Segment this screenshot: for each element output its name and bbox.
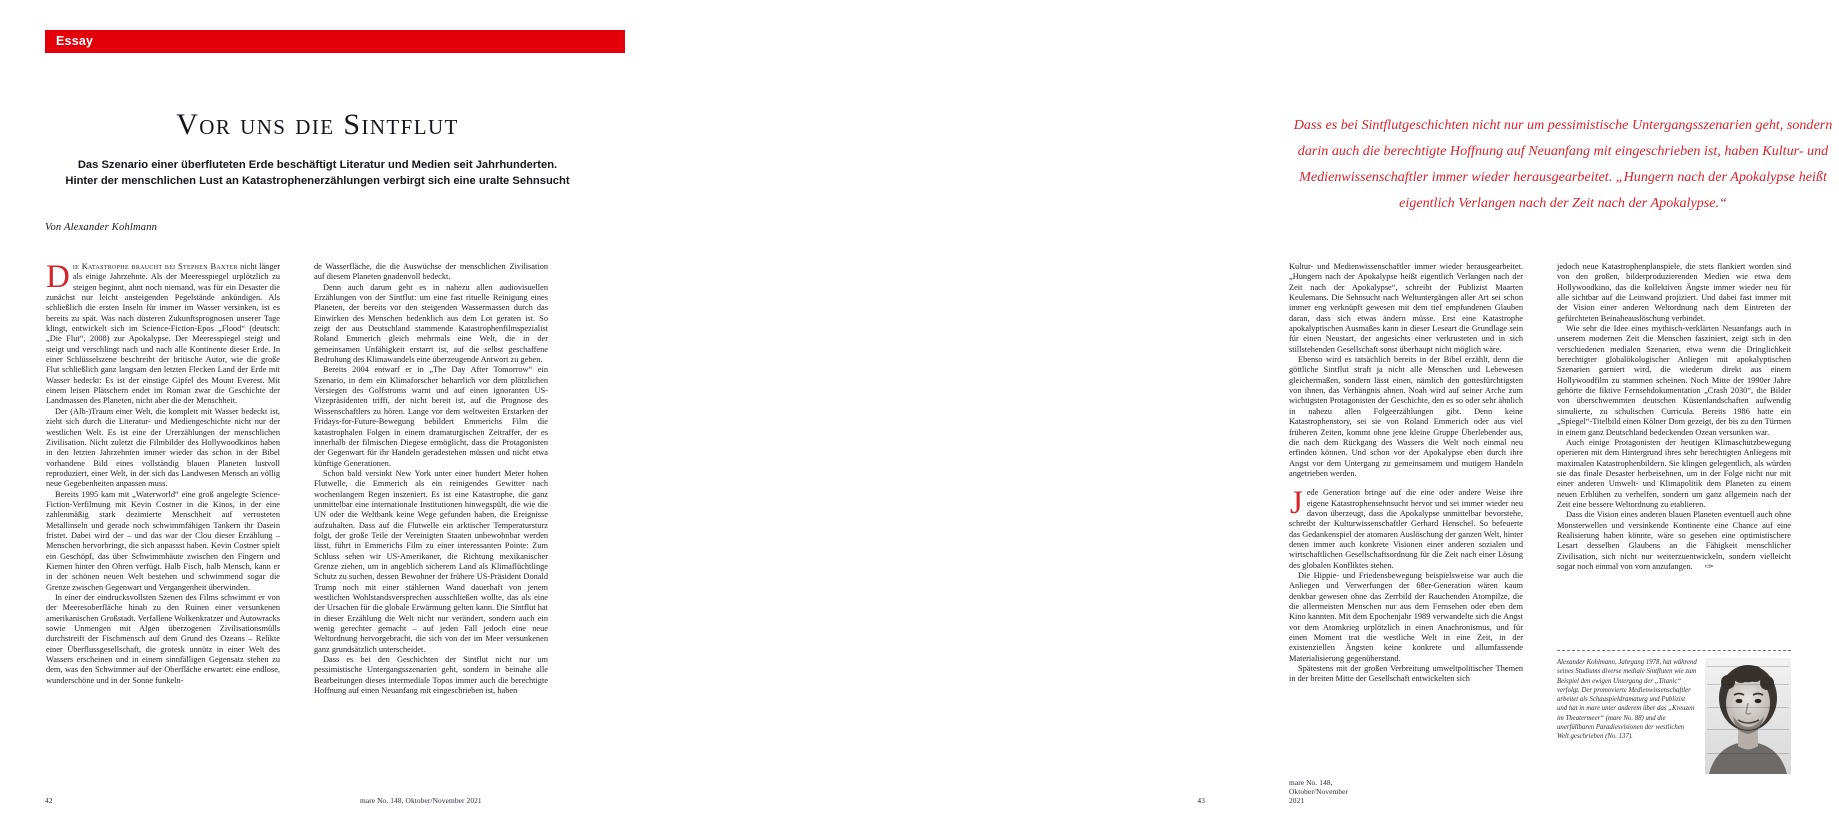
text-column-3 — [1289, 262, 1523, 685]
issue-credit-right: mare No. 148, Oktober/November 2021 — [1289, 778, 1349, 805]
issue-credit-left: mare No. 148, Oktober/November 2021 — [360, 796, 482, 805]
paragraph: Dass es bei den Geschichten der Sintflut nicht nur um pessimistische Untergangsszenarien geht, sondern in beinahe alle Bearbeitungen dieses intermediale Topos immer auch die berechtigte Hoffnung auf einen Neuanfang mit eingeschrieben ist, haben — [314, 655, 548, 696]
folio-right: 43 — [1197, 796, 1205, 805]
page-title: Vor uns die Sintflut — [176, 108, 459, 141]
text-column-4 — [1557, 262, 1791, 572]
paragraph-text: Dass die Vision eines anderen blauen Planeten eventuell auch ohne Monsterwellen und versinkende Kontinente eine Chance auf eine Realisierung haben könnte, wäre so gesehen eine optimistischere Lesart desselben Glaubens an die Fähigkeit menschlicher Zivilisation, sich nicht nur weiterzuentwickeln, sondern vielleicht sogar noch einmal von vorn anzufangen. — [1557, 510, 1791, 571]
paragraph: Denn auch darum geht es in nahezu allen audiovisuellen Erzählungen von der Sintflut: um eine fast rituelle Reinigung eines Planeten, der bereits vor den steigenden Wassermassen durch das Einwirken des Menschen bedenklich aus dem Lot geraten ist. So zeigt der aus Deutschland stammende Katastrophenfilmspezialist Roland Emmerich gleich mehrmals eine Welt, die in der gemeinsamen Unfähigkeit erstarrt ist, auf die selbst geschaffene Bedrohung des Klimawandels eine überzeugende Antwort zu geben. — [314, 282, 548, 365]
paragraph: jedoch neue Katastrophenplanspiele, die stets flankiert worden sind von den großen, bilderproduzierenden Medien wie etwa dem Hollywoodkino, das die kollektiven Ängste immer wieder neu für alle sichtbar auf die Leinwand projiziert. Und dabei fast immer mit der Vision einer anderen Weltordnung nach dem Eintreten der gefürchteten Beinaheauslöschung verbindet. — [1557, 262, 1791, 323]
paragraph: In einer der eindrucksvollsten Szenen des Films schwimmt er von der Meeresoberfläche hinab zu den Ruinen einer versunkenen amerikanischen Großstadt. Verfallene Wolkenkratzer und Autowracks sowie Unmengen mit Algen überzogenen Zivilisationsmülls durchstreift der Fischmensch auf dem Grund des Ozeans – Relikte einer Überflussgesellschaft, die grotesk unnütz in einer Welt des Wassers erscheinen und in einem sinnfälligen Gegensatz stehen zu dem, was den Schwimmer auf der Oberfläche erwartet: eine endlose, wunderschöne und in der Sonne funkeln- — [46, 593, 280, 685]
byline: Von Alexander Kohlmann — [45, 222, 158, 233]
paragraph: Der (Alb-)Traum einer Welt, die komplett mit Wasser bedeckt ist, zieht sich durch die Literatur- und Mediengeschichte nicht nur der westlichen Welt. Es ist eine der Urerzählungen der menschlichen Zivilisation. Nicht zuletzt die Filmbilder des Hollywoodkinos haben in den letzten Jahrzehnten immer wieder das schon in der Bibel vorhandene Bild eines vollständig blauen Planeten lustvoll reproduziert, einer Welt, in der sich das Landwesen Mensch an völlig neue Gegebenheiten anpassen muss. — [46, 406, 280, 489]
paragraph: Bereits 1995 kam mit „Waterworld“ eine groß angelegte Science-Fiction-Verfilmung mit Kevin Costner in die Kinos, in der eine zahlenmäßig stark dezimierte Menschheit auf verrosteten Metallinseln und gerade noch schwimmfähigen Tankern ihr Dasein fristet. Dabei wird der – und das war der Clou dieser Erzählung – Menschen hervorbringt, die sich anpassst haben. Kevin Costner spielt ein Geschöpf, das über Schwimmhäute zwischen den Fingern und Kiemen hinter den Ohren verfügt. Halb Fisch, halb Mensch, kann er in der schönen neuen Welt bestehen und schwimmend sogar die Grenze zwischen Gegenwart und Vergangenheit überwinden. — [46, 489, 280, 592]
text-column-2 — [314, 262, 548, 782]
paragraph: Die Hippie- und Friedensbewegung beispielsweise war auch die Anliegen und Verwerfungen der 68er-Generation wären kaum denkbar gewesen ohne das Zerrbild der Rauchenden Atompilze, die die allermeisten Menschen nur aus dem Fernsehen oder eben dem Kino kannten. Mit dem Epochenjahr 1989 verwandelte sich die Angst vor dem Atomkrieg urplötzlich in einen Anachronismus, und für einen Moment trat die westliche Welt in eine Zeit, in der existenziellen Ängsten keine konkrete und allumfassende Materialisierung gegenüberstand. — [1289, 570, 1523, 663]
end-of-article-mark: ✑ — [1704, 561, 1713, 571]
essay-banner-label: Essay — [56, 34, 94, 48]
headline-block — [45, 108, 590, 189]
opening-smallcaps: ie Katastrophe braucht bei Stephen Baxter — [72, 262, 238, 271]
dropcap-d: D — [46, 259, 70, 295]
page-left — [0, 0, 625, 833]
folio-left: 42 — [45, 796, 53, 805]
dropcap-j: J — [1290, 485, 1303, 522]
page-right — [625, 0, 1833, 833]
paragraph: de Wasserfläche, die die Auswüchse der menschlichen Zivilisation auf diesem Planeten gnadenvoll bedeckt. — [314, 262, 548, 282]
paragraph — [1289, 485, 1523, 571]
pull-quote: Dass es bei Sintflutgeschichten nicht nur um pessimistische Untergangsszenarien geht, sondern darin auch die berechtigte Hoffnung auf Neuanfang mit eingeschrieben ist, haben Kultur- und Medienwissenschaftler immer wieder herausgearbeitet. „Hungern nach der Apokalypse heißt eigentlich Verlangen nach der Zeit nach der Apokalypse.“ — [1293, 117, 1833, 211]
paragraph — [46, 259, 280, 407]
standfirst-line-2: Hinter der menschlichen Lust an Katastrophenerzählungen verbirgt sich eine uralte Sehnsucht — [65, 174, 570, 187]
author-portrait — [1705, 658, 1791, 774]
paragraph-text: nicht länger als einige Jahrzehnte. Als der Meeresspiegel urplötzlich zu steigen beginnt, ahnt noch niemand, was für ein Desaster die zunächst nur leicht ansteigenden Pegelstände ankündigen. Als schließlich die ersten Inseln für immer im Wasser versinken, ist es bereits zu spät. Was nach düsteren Zukunftsprognosen unserer Tage klingt, entwickelt sich im Science-Fiction-Epos „Flood“ (deutsch: „Die Flut“, 2008) zur Apokalypse. Der Meeresspiegel steigt und steigt und verschlingt nach und nach alle Kontinente dieser Erde. In einer Schlüsselszene beschreibt der britische Autor, wie die große Flut schließlich ganz langsam den letzten Flecken Land der Erde mit Wasser bedeckt: Es ist der einstige Gipfel des Mount Everest. Mit einem leisen Plätschern endet im Roman zwar die Geschichte der Landmassen des Planeten, nicht aber die der Menschheit. — [46, 262, 280, 406]
bio-divider — [1557, 650, 1791, 651]
bio-body — [1557, 658, 1791, 774]
author-bio-text: Alexander Kohlmann, Jahrgang 1978, hat während seines Studiums diverse mediale Sintfluten wie zum Beispiel den ewigen Untergang der „Titanic“ verfolgt. Der promovierte Medienwissenschaftler arbeitet als Schauspieldramaturg und Publizist und hat in mare unter anderem über das „Kreuzen im Theatermeer“ (mare No. 88) und die unerfüllbaren Paradiesvisionen der westlichen Welt geschrieben (No. 137). — [1557, 659, 1697, 741]
paragraph: Bereits 2004 entwarf er in „The Day After Tomorrow“ ein Szenario, in dem ein Klimaforscher beharrlich vor dem plötzlichen Versiegen des Golfstroms warnt und auf einen ignoranten US-Vizepräsidenten trifft, der nicht bereit ist, auf die Prognose des Wissenschaftlers zu hören. Lange vor dem weltweiten Erstarken der Fridays-for-Future-Bewegung bebildert Emmerichs Film die katastrophalen Folgen in einem dramaturgischen Zeitraffer, der es innerhalb der filmischen Diegese ermöglicht, dass die Protagonisten der Gegenwart für ihr Handeln geradestehen müssen und nicht etwa künftige Generationen. — [314, 365, 548, 468]
author-bio-box — [1557, 650, 1791, 774]
paragraph: Kultur- und Medienwissenschaftler immer wieder herausgearbeitet. „Hungern nach der Apokalypse heißt eigentlich Verlangen nach der Zeit nach der Apokalypse“, schreibt der Publizist Maarten Keulemans. Die Sehnsucht nach Weltuntergängen aller Art sei schon immer eng verknüpft gewesen mit dem tief empfundenen Glauben daran, dass sich etwas ändern müsse. Erst eine Katastrophe apokalyptischen Ausmaßes kann in dieser Leseart die Grundlage sein für einen Neustart, der angesichts einer verkrusteten und in sich stillstehenden Gesellschaft sonst überhaupt nicht möglich wäre. — [1289, 262, 1523, 354]
standfirst-line-1: Das Szenario einer überfluteten Erde beschäftigt Literatur und Medien seit Jahrhunderten. — [77, 159, 558, 171]
paragraph: Schon bald versinkt New York unter einer hundert Meter hohen Flutwelle, die Emmerich als ein reinigendes Gewitter nach wochenlangem Regen inszeniert. Es ist eine Katastrophe, die ganz unmittelbar eine internationale Institutionen hinwegspült, die wie die UN oder die Weltbank keine Wege gefunden haben, die Ereignisse aufzuhalten. Dass auf die Flutwelle ein arktischer Temperatursturz folgt, der große Teile der Vereinigten Staaten unbewohnbar werden lässt, führt in Emmerichs Film zu einer interessanten Pointe: Zum Schluss sehen wir US-Amerikaner, die Richtung mexikanischer Grenze ziehen, um in angeblich sicherem Land als Klimaflüchtlinge Schutz zu suchen, dessen Bewohner der frühere US-Präsident Donald Trump noch mit einer stählernen Wand dauerhaft von jenem westlichen Wohlstandsversprechen ausschließen wollte, das als eine der Ursachen für die globale Erwärmung gelten kann. Die Sintflut hat in dieser Erzählung die Welt nicht nur verändert, sondern auch ein wenig gerechter gemacht – auf jeden Fall jedoch eine neue Weltordnung hervorgebracht, die sich von der im Meer versunkenen ganz grundsätzlich unterscheidet. — [314, 468, 548, 654]
paragraph: Spätestens mit der großen Verbreitung umweltpolitischer Themen in der breiten Mitte der Gesellschaft entwickelten sich — [1289, 664, 1523, 684]
text-column-1 — [46, 259, 280, 782]
paragraph: Auch einige Protagonisten der heutigen Klimaschutzbewegung operieren mit dem Hintergrund ihres sehr berechtigten Anliegens mit maximalen Katastrophenbildern. Sie klingen gelegentlich, als würden sie das finale Desaster herbeisehnen, um in der Folge nicht nur mit einer anderen Umwelt- und Klimapolitik dem Planeten zu einem neuen Erblühen zu verhelfen, sondern um ganz allgemein nach der Zeit eine bessere Weltordnung zu etablieren. — [1557, 437, 1791, 509]
paragraph: Ebenso wird es tatsächlich bereits in der Bibel erzählt, denn die göttliche Sintflut straft ja nicht alle Menschen und Lebewesen gleichermaßen, sondern lässt einen, nämlich den gottesfürchtigsten von ihnen, das Verhängnis ahnen. Noah wird auf seiner Arche zum wichtigsten Protagonisten der Geschichte, den es so oder sehr ähnlich in nahezu allen Folgeerzählungen gibt. Denn keine Katastrophenstory, sei sie von Roland Emmerich oder aus viel früheren Zeiten, kommt ohne jene kleine Gruppe Überlebender aus, die nach dem Rückgang des Wassers die Welt noch einmal neu erfinden können. Und schon vor der Apokalypse eben durch ihre Angst vor dem Untergang zu gemeinsamem und mutigem Handeln angetrieben werden. — [1289, 355, 1523, 478]
paragraph: Wie sehr die Idee eines mythisch-verklärten Neuanfangs auch in unserem modernen Zeit die Menschen fasziniert, zeigt sich in den verschiedenen medialen Szenarien, etwa wenn die Dringlichkeit berechtigter globalökologischer Anliegen mit apokalyptischen Szenarien garniert wird, die wiederum direkt aus einem Hollywoodfilm zu stammen scheinen. Noch Mitte der 1990er Jahre gehörte die fiktive Fernsehdokumentation „Crash 2030“, die Bilder von überschwemmten deutschen Küstenlandschaften aufwendig simulierte, zu schulischen Curricula. Bereits 1986 hatte ein „Spiegel“-Titelbild einen Kölner Dom gezeigt, der bis zu den Türmen in einem ganz Deutschland bedeckenden Ozean versunken war. — [1557, 324, 1791, 437]
paragraph-text: ede Generation bringe auf die eine oder andere Weise ihre eigene Katastrophensehnsucht hervor und sei immer wieder neu davon überzeugt, dass die Apokalypse unmittelbar bevorstehe, schreibt der Kulturwissenschaftler Gerhard Henschel. So befeuerte das Gedankenspiel der atomaren Auslöschung der ganzen Welt, hinter denen immer auch konkrete Visionen einer anderen sozialen und wirtschaftlichen Gesellschaftsordnung für die Zeit nach einer Lösung des globalen Konfliktes stehen. — [1289, 488, 1523, 570]
paragraph — [1557, 510, 1791, 572]
